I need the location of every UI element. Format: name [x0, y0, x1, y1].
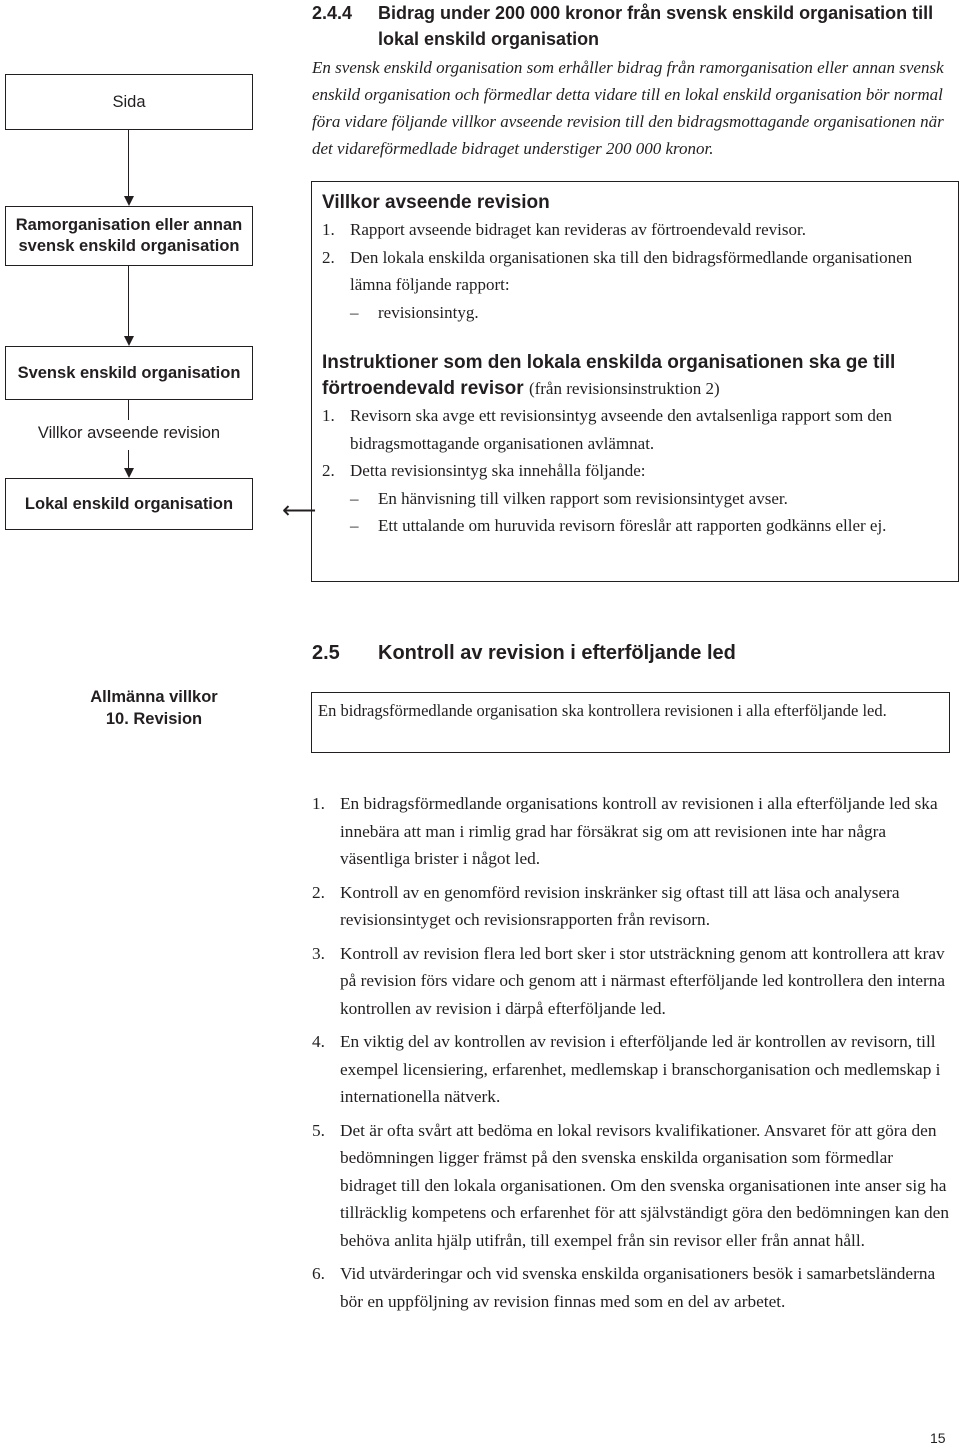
flow-box-ramorganisation [5, 206, 253, 266]
conditions-title: Villkor avseende revision [322, 192, 550, 213]
flow-label-lokal: Lokal enskild organisation [24, 494, 234, 513]
dash-item: – Ett uttalande om huruvida revisorn föreslår att rapporten godkänns eller ej. [350, 516, 887, 535]
list-item: 3. Kontroll av revision flera led bort sker i stor utsträckning genom att kontrollera att krav på revision förs vidare och genom att i närmast efterföljande led kontrollera den interna kontrollen av revision i därpå efterföljande led. [312, 943, 946, 1018]
dash-item: – En hänvisning till vilken rapport som revisionsintyget avser. [350, 488, 788, 508]
list-item: 6. Vid utvärderingar och vid svenska enskilda organisationers besök i samarbetsländerna bör en uppföljning av revision finnas med som en del av arbetet. [312, 1264, 936, 1311]
side-label: Allmänna villkor 10. Revision [90, 688, 218, 728]
instructions-title: Instruktioner som den lokala enskilda organisationen ska ge till förtroendevald revisor (från revisionsinstruktion 2) [322, 352, 896, 399]
flow-arrow-icon [124, 468, 134, 478]
list-item: 2. Kontroll av en genomförd revision inskränker sig oftast till att läsa och analysera revisionsintyget och revisionsrapporten från revisorn. [312, 882, 900, 929]
dash-item: – revisionsintyg. [350, 302, 479, 322]
list-item: 5. Det är ofta svårt att bedöma en lokal revisors kvalifikationer. Ansvaret för att göra den bedömningen ligger främst på den svenska enskilda organisation som förmedlar bidraget till den lokala organisationen. Om den svenska organisationen inte anser sig ha tillräcklig kompetens och erfarenhet för att självständigt göra den bedömningen kan den behöva anlita hjälp utifrån, till exempel från sin revisor eller från annat håll. [312, 1120, 949, 1250]
list-item: 2. Den lokala enskilda organisationen ska till den bidragsförmedlande organisationen lämna följande rapport: [322, 247, 913, 294]
section-intro: En svensk enskild organisation som erhåller bidrag från ramorganisation eller annan svensk enskild organisation och förmedlar detta vidare till en lokal enskild organisation bör normal föra vidare följande villkor avseende revision till den bidragsmottagande organisationen när det vidareförmedlade bidraget understiger 200 000 kronor. [312, 58, 944, 158]
left-arrow-icon: ⟵ [282, 496, 317, 524]
list-item: 4. En viktig del av kontrollen av revision i efterföljande led är kontrollen av revisorn, till exempel licensiering, erfarenhet, medlemskap i branschorganisation och medlemskap i internationella nätverk. [312, 1032, 941, 1106]
flow-box-lokal [5, 478, 253, 530]
flow-connector [128, 400, 129, 420]
list-item: 2. Detta revisionsintyg ska innehålla följande: [322, 461, 646, 480]
rule-box-text: En bidragsförmedlande organisation ska kontrollera revisionen i alla efterföljande led. [318, 701, 887, 720]
flow-connector [128, 266, 129, 338]
control-list [312, 790, 952, 1321]
flow-label-ramorganisation: Ramorganisation eller annan svensk enskild organisation [15, 216, 243, 255]
list-item: 1. En bidragsförmedlande organisations kontroll av revisionen i alla efterföljande led ska innebära att man i rimlig grad har försäkrat sig om att revisionen inte har några väsentliga brister i något led. [312, 794, 938, 868]
flow-arrow-icon [124, 196, 134, 206]
section-title: Kontroll av revision i efterföljande led [378, 642, 736, 664]
conditions-box [311, 181, 959, 582]
list-item: 1. Revisorn ska avge ett revisionsintyg avseende den avtalsenliga rapport som den bidragsmottagande organisationen avlämnat. [322, 406, 892, 453]
flow-connector [128, 450, 129, 470]
page-number: 15 [930, 1430, 946, 1446]
flow-box-sida [5, 74, 253, 130]
section-number: 2.5 [312, 642, 340, 664]
list-item: 1. Rapport avseende bidraget kan revideras av förtroendevald revisor. [322, 220, 806, 239]
flow-box-svensk [5, 346, 253, 400]
flow-label-svensk: Svensk enskild organisation [17, 363, 241, 382]
flow-label-sida: Sida [112, 92, 146, 111]
flow-label-villkor: Villkor avseende revision [37, 424, 221, 442]
section-number: 2.4.4 [312, 3, 353, 23]
flow-connector [128, 130, 129, 198]
rule-box [311, 692, 950, 753]
section-title: Bidrag under 200 000 kronor från svensk enskild organisation till lokal enskild organisation [378, 3, 934, 49]
flow-arrow-icon [124, 336, 134, 346]
